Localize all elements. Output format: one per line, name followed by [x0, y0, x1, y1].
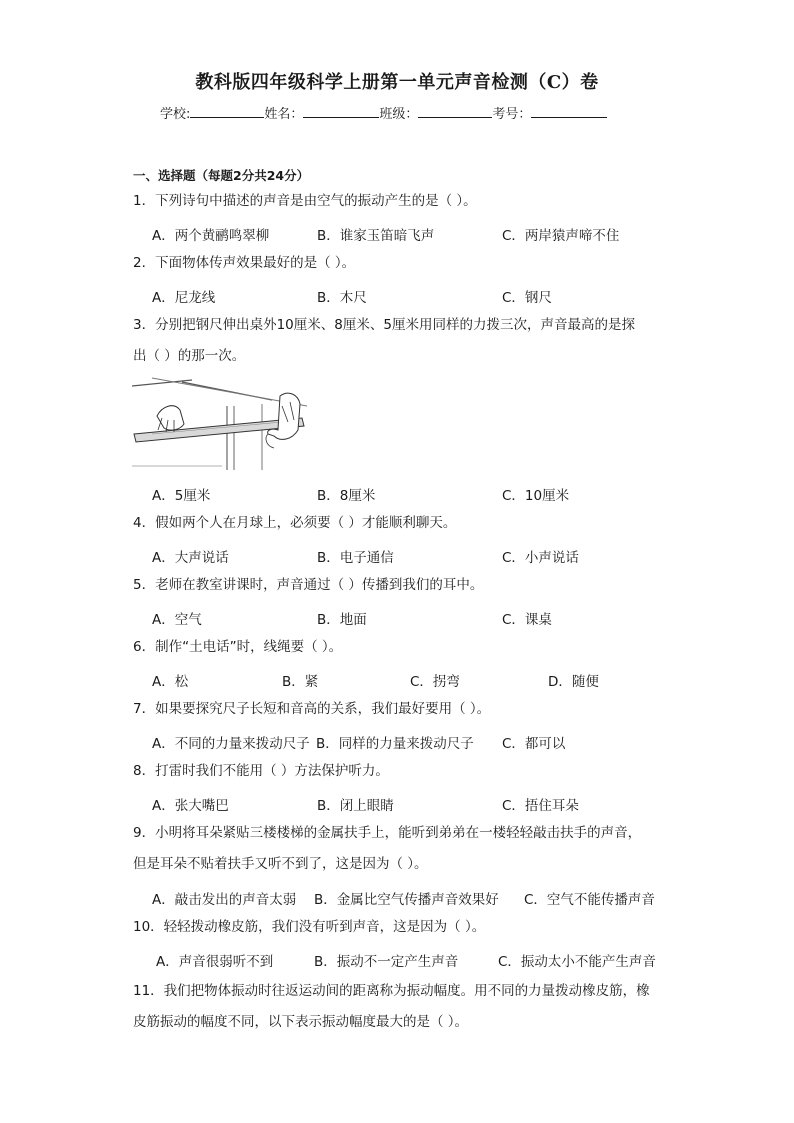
question-9-line-2: 但是耳朵不贴着扶手又听不到了，这是因为（ ）。 [133, 856, 428, 872]
option-b[interactable]: B．电子通信 [317, 550, 394, 566]
question-11-line-2: 皮筋振动的幅度不同，以下表示振动幅度最大的是（ ）。 [133, 1014, 469, 1030]
option-c[interactable]: C．小声说话 [502, 550, 579, 566]
option-a[interactable]: A．张大嘴巴 [152, 798, 229, 814]
option-b[interactable]: B．地面 [317, 612, 367, 628]
class-label: 班级： [379, 107, 419, 122]
question-5: 5．老师在教室讲课时，声音通过（ ）传播到我们的耳中。 [133, 577, 484, 593]
school-label: 学校: [160, 107, 191, 122]
option-c[interactable]: C．都可以 [502, 736, 566, 752]
section-heading: 一、选择题（每题2分共24分） [133, 168, 310, 183]
question-4: 4．假如两个人在月球上，必须要（ ）才能顺利聊天。 [133, 515, 457, 531]
question-11-line-1: 11．我们把物体振动时往返运动间的距离称为振动幅度。用不同的力量拨动橡皮筋，橡 [133, 983, 650, 999]
option-c[interactable]: C．拐弯 [410, 674, 460, 690]
option-b[interactable]: B．振动不一定产生声音 [314, 954, 459, 970]
option-a[interactable]: A．5厘米 [152, 488, 211, 504]
exam-no-input[interactable] [531, 103, 607, 118]
option-b[interactable]: B．闭上眼睛 [317, 798, 394, 814]
question-3-line-1: 3．分别把钢尺伸出桌外10厘米、8厘米、5厘米用同样的力拨三次，声音最高的是探 [133, 317, 635, 333]
option-a[interactable]: A．大声说话 [152, 550, 229, 566]
ruler-experiment-figure [132, 376, 312, 471]
question-7: 7．如果要探究尺子长短和音高的关系，我们最好要用（ ）。 [133, 701, 491, 717]
school-input[interactable] [190, 103, 264, 118]
option-a[interactable]: A．不同的力量来拨动尺子 [152, 736, 310, 752]
option-a[interactable]: A．两个黄鹂鸣翠柳 [152, 228, 270, 244]
question-9-line-1: 9．小明将耳朵紧贴三楼楼梯的金属扶手上，能听到弟弟在一楼轻轻敲击扶手的声音， [133, 825, 642, 841]
option-b[interactable]: B．木尺 [317, 290, 367, 306]
option-b[interactable]: B．谁家玉笛暗飞声 [317, 228, 435, 244]
question-2: 2．下面物体传声效果最好的是（ ）。 [133, 255, 356, 271]
option-b[interactable]: B．8厘米 [317, 488, 376, 504]
question-6: 6．制作“土电话”时，线绳要（ ）。 [133, 639, 343, 655]
question-8: 8．打雷时我们不能用（ ）方法保护听力。 [133, 763, 389, 779]
option-c[interactable]: C．两岸猿声啼不住 [502, 228, 620, 244]
option-c[interactable]: C．课桌 [502, 612, 552, 628]
option-b[interactable]: B．金属比空气传播声音效果好 [314, 892, 499, 908]
option-a[interactable]: A．空气 [152, 612, 202, 628]
option-c[interactable]: C．空气不能传播声音 [524, 892, 655, 908]
name-input[interactable] [303, 103, 379, 118]
option-a[interactable]: A．敲击发出的声音太弱 [152, 892, 297, 908]
question-3-line-2: 出（ ）的那一次。 [133, 348, 246, 364]
option-d[interactable]: D．随便 [548, 674, 599, 690]
option-c[interactable]: C．钢尺 [502, 290, 552, 306]
name-label: 姓名： [264, 107, 304, 122]
question-1: 1．下列诗句中描述的声音是由空气的振动产生的是（ ）。 [133, 193, 477, 209]
option-c[interactable]: C．10厘米 [502, 488, 570, 504]
option-a[interactable]: A．声音很弱听不到 [156, 954, 274, 970]
option-c[interactable]: C．捂住耳朵 [502, 798, 579, 814]
option-b[interactable]: B．同样的力量来拨动尺子 [316, 736, 474, 752]
option-a[interactable]: A．尼龙线 [152, 290, 216, 306]
exam-no-label: 考号： [492, 107, 532, 122]
option-a[interactable]: A．松 [152, 674, 189, 690]
option-c[interactable]: C．振动太小不能产生声音 [498, 954, 656, 970]
question-10: 10．轻轻拨动橡皮筋，我们没有听到声音，这是因为（ ）。 [133, 919, 486, 935]
class-input[interactable] [418, 103, 492, 118]
student-info-line [160, 103, 640, 122]
page-title: 教科版四年级科学上册第一单元声音检测（C）卷 [195, 72, 599, 93]
option-b[interactable]: B．紧 [282, 674, 319, 690]
